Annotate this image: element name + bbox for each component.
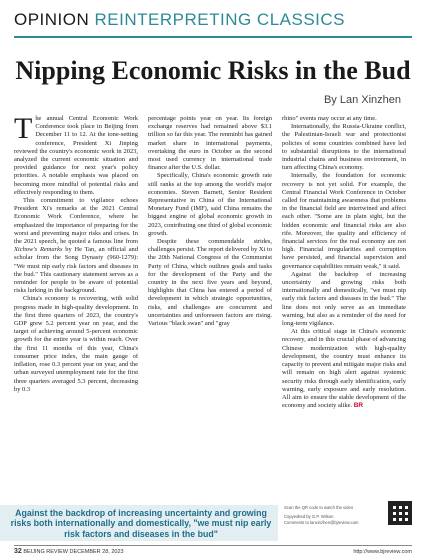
paragraph — [14, 115, 138, 197]
section-label: OPINION — [14, 10, 90, 29]
article-title: Nipping Economic Risks in the Bud — [15, 56, 411, 85]
page-footer — [14, 548, 412, 555]
paragraph — [14, 197, 138, 295]
footer-rule — [14, 545, 412, 546]
pull-quote-text: Against the backdrop of increasing uncertainty and growing risks both internationally and domestically, "we must nip early risk factors and diseases in the bud" — [10, 508, 272, 539]
paragraph: Against the backdrop of increasing uncertainty and growing risks both internationally and domestically, "we must nip early risk factors and diseases in the bud." The line does not only serve as an immediate warning, but also as a reminder of the need for long-term vigilance. — [282, 270, 406, 328]
paragraph: Despite these commendable strides, challenges persist. The report delivered by Xi to the 20th National Congress of the Communist Party of China, which outlines goals and tasks for the development of the Party and the country in the next five years and beyond, highlights that China has entered a period of development in which strategic opportunities, risks, and challenges are concurrent and uncertainties and unforeseen factors are rising. Various "black swan" and "gray — [148, 238, 272, 328]
book-title: Xichow's Remarks — [14, 246, 63, 254]
section-header — [14, 10, 412, 30]
byline: By Lan Xinzhen — [323, 94, 401, 106]
article-column-2 — [148, 115, 272, 500]
subsection-label: REINTERPRETING CLASSICS — [94, 10, 346, 29]
publication-name: BEIJING REVIEW DECEMBER 28, 2023 — [23, 549, 124, 555]
qr-code-icon[interactable] — [388, 501, 412, 525]
comments-contact: Comments to lanxinzhen@bjreview.com — [284, 520, 359, 525]
paragraph: China's economy is recovering, with solid progress made in high-quality development. In the first three quarters of 2023, the country's GDP grew 5.2 percent year on year, and the target of achieving around 5-percent economic growth for the entire year is within reach. Over the first 11 months of this year, China's consumer price index, the main gauge of inflation, rose 0.3 percent year on year, and the urban surveyed unemployment rate for the first three quarters averaged 5.3 percent, decreasing by 0.3 — [14, 295, 138, 393]
drop-cap: T — [14, 115, 33, 145]
paragraph-text: At this critical stage in China's economic recovery, and in this crucial phase of advancing Chinese modernization with high-quality development, the country must enhance its capacity to prevent and mitigate major risks and will remain on high alert against systemic security risks through early identification, early warning, early exposure and early resolution. All aim to ensure the stable development of the economy and society alike. — [282, 328, 406, 410]
page-number: 32 — [14, 548, 22, 555]
paragraph: Internally, the foundation for economic recovery is not yet solid. For example, the Central Financial Work Conference in October called for maintaining awareness that problems in the financial field are intertwined and affect each other. "Some are in plain sight, but the hidden economic and financial risks are also rife. Moreover, the quality and efficiency of financial services for the real economy are not high. Financial irregularities and corruption have persisted, and financial supervision and governance capabilities remain weak," it said. — [282, 172, 406, 270]
article-column-1 — [14, 115, 138, 500]
paragraph: percentage points year on year. Its foreign exchange reserves had remained above $3.1 trillion so far this year. The renminbi has gained market share in international payments, overtaking the euro in October as the second most used currency in international trade finance after the U.S. dollar. — [148, 115, 272, 172]
article-column-3 — [282, 115, 406, 503]
header-rule — [14, 36, 412, 38]
pull-quote — [0, 505, 278, 541]
paragraph-text: This commitment to vigilance echoes President Xi's remarks at the 2021 Central Economic Work Conference, where he emphasized the importance of preparing for the worst and preventing major risks and crises. In the 2021 speech, he quoted a famous line from — [14, 197, 138, 246]
copyedit-credit: Copyedited by G.P. Wilson — [284, 514, 334, 519]
qr-scan-text: Scan the QR code to watch the video — [284, 505, 354, 510]
paragraph: rhino" events may occur at any time. — [282, 115, 377, 122]
end-mark: BR — [353, 402, 363, 410]
website-link[interactable]: http://www.bjreview.com — [353, 549, 412, 555]
paragraph: Specifically, China's economic growth rate still ranks at the top among the world's major economies. Steven Barnett, Senior Resident Representative in China of the International Monetary Fund (IMF), said China remains the biggest engine of global economic growth in 2023, contributing one third of global economic growth. — [148, 172, 272, 237]
qr-section — [282, 505, 412, 533]
paragraph-text: by He Tan, an official and scholar from the Song Dynasty (960-1279): "We must nip early risk factors and diseases in the bud." This cautionary statement serves as a reminder for people to be aware of potential risks lurking in the background. — [14, 246, 138, 295]
paragraph-text: he annual Central Economic Work Conference took place in Beijing from December 11 to 12. At the tone-setting conference, President Xi Jinping reviewed the country's economic work in 2023, analyzed the current economic situation and provided guidance for next year's policy priorities. A notable emphasis was placed on becoming more mindful of potential risks and effectively responding to them. — [14, 115, 138, 196]
paragraph — [282, 328, 406, 410]
paragraph: Internationally, the Russia-Ukraine conflict, the Palestinian-Israeli war and protectionist policies of some countries combined have led to substantial disruptions to the international industrial chains and business environment, in turn affecting China's economy. — [282, 123, 406, 172]
